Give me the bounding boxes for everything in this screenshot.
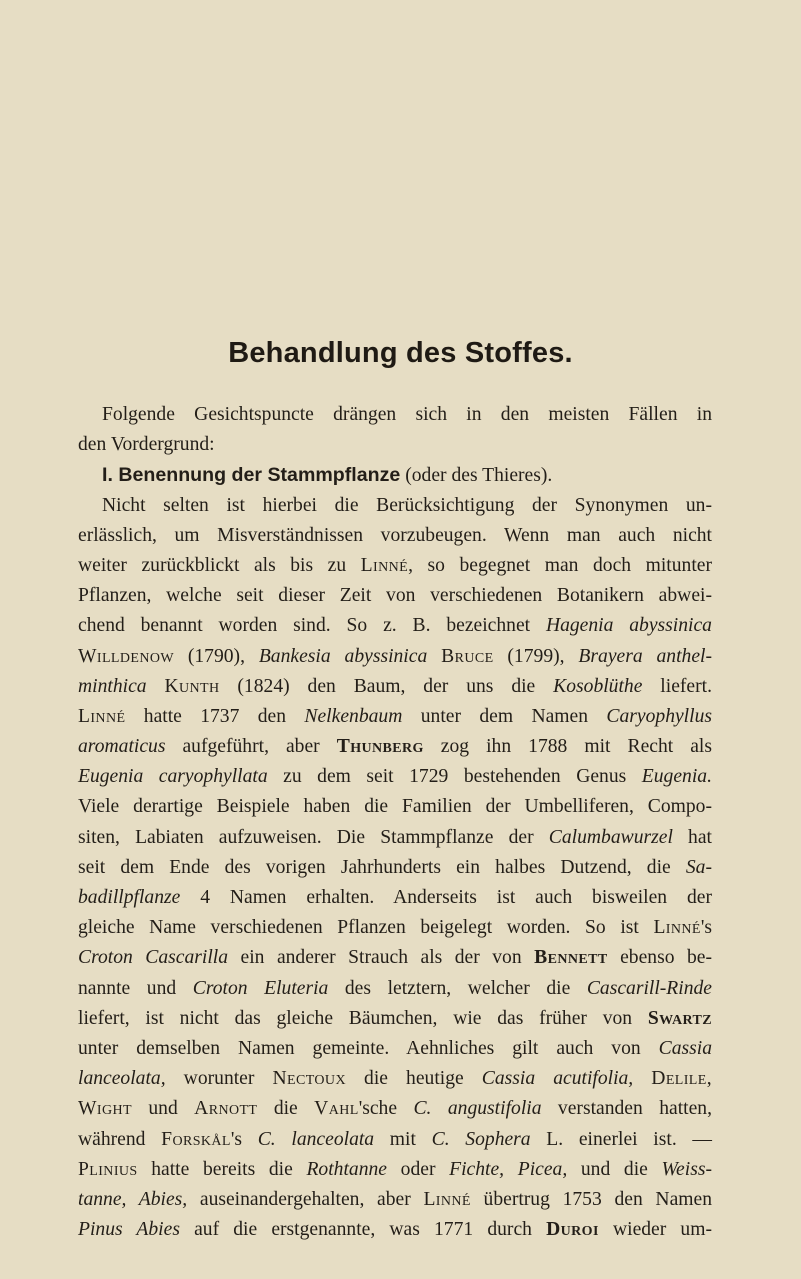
text-line (78, 1155, 712, 1185)
text-segment: wieder um- (598, 1219, 712, 1241)
text-segment: Cassia (658, 1037, 712, 1059)
text-segment: und (131, 1098, 195, 1120)
text-segment: Fichte, Picea, (449, 1158, 568, 1180)
text-segment: Wight (78, 1098, 132, 1120)
text-segment: die (257, 1098, 315, 1120)
text-segment: Vahl (314, 1098, 359, 1120)
text-segment: übertrug 1753 den Namen (470, 1188, 713, 1210)
text-segment: 's (700, 917, 712, 939)
text-segment: gleiche Name verschiedenen Pflanzen beigelegt worden. So ist (78, 917, 654, 939)
text-segment: Duroi (546, 1219, 599, 1241)
text-segment: worunter (165, 1068, 273, 1090)
text-segment: lanceolata, (78, 1068, 166, 1090)
text-line (78, 430, 712, 460)
text-line (78, 1094, 712, 1124)
text-segment (427, 646, 441, 667)
text-segment: Bruce (441, 645, 494, 667)
text-segment: (oder des Thieres). (400, 465, 553, 487)
text-segment: und die (567, 1158, 662, 1180)
text-segment: Linné (423, 1188, 471, 1210)
text-line (78, 1034, 712, 1064)
text-segment: 's (230, 1128, 258, 1150)
text-segment: Weiss- (661, 1158, 712, 1180)
text-segment: Sa- (685, 856, 712, 878)
text-segment: Swartz (647, 1007, 712, 1029)
text-segment: (1799), (493, 645, 579, 667)
text-line (78, 792, 712, 822)
text-segment: (1824) den Baum, der uns die (219, 675, 554, 697)
text-segment: Viele derartige Beispiele haben die Familien der Umbelliferen, Compo- (78, 796, 712, 818)
text-segment: C. Sophera (431, 1128, 531, 1150)
text-segment: aufgeführt, aber (165, 736, 337, 758)
text-segment: Pinus Abies (78, 1219, 180, 1241)
text-segment: Calumbawurzel (548, 826, 673, 848)
text-line (78, 974, 712, 1004)
text-line (78, 642, 712, 672)
text-segment: mit (374, 1128, 432, 1150)
text-segment: des letztern, welcher die (328, 977, 587, 999)
text-segment: Croton Cascarilla (78, 947, 229, 969)
text-line (78, 823, 712, 853)
text-segment: tanne, Abies, (78, 1188, 188, 1210)
text-segment: Plinius (78, 1158, 138, 1180)
subsection-heading (78, 460, 712, 490)
text-segment: Thunberg (336, 736, 424, 758)
text-segment: Cascarill-Rinde (586, 977, 712, 999)
text-segment (633, 1068, 651, 1089)
text-segment: Nectoux (272, 1068, 346, 1090)
text-segment: Willdenow (78, 645, 174, 667)
text-line (78, 611, 712, 641)
text-segment: unter demselben Namen gemeinte. Aehnliches gilt auch von (78, 1037, 659, 1059)
text-segment: Linné (78, 705, 126, 727)
text-segment: minthica (78, 675, 147, 697)
text-segment: weiter zurückblickt als bis zu (78, 554, 361, 576)
section-heading: Behandlung des Stoffes. (228, 337, 573, 369)
text-line (78, 853, 712, 883)
text-segment (147, 676, 165, 697)
text-segment: auseinandergehalten, aber (187, 1188, 424, 1210)
text-segment: Pflanzen, welche seit dieser Zeit von verschiedenen Botanikern abwei- (78, 585, 712, 607)
text-line (78, 883, 712, 913)
text-segment: Delile, (651, 1068, 713, 1090)
text-segment: Forskål (161, 1128, 231, 1150)
text-segment: Nicht selten ist hierbei die Berücksichtigung der Synonymen un- (102, 494, 712, 516)
text-segment: Rothtanne (306, 1158, 387, 1180)
text-segment: Linné (360, 554, 409, 576)
text-segment: den Vordergrund: (78, 434, 215, 456)
text-segment: Kunth (164, 675, 220, 697)
text-segment: Bankesia abyssinica (258, 645, 428, 667)
text-segment: Bennett (534, 947, 608, 969)
text-segment: Eugenia caryophyllata (78, 766, 268, 788)
text-segment: L. einerlei ist. — (530, 1128, 712, 1150)
text-segment: (1790), (173, 645, 259, 667)
text-segment: auf die erstgenannte, was 1771 durch (179, 1219, 547, 1241)
text-segment: zu dem seit 1729 bestehenden Genus (267, 766, 642, 788)
text-segment: während (78, 1128, 162, 1150)
text-segment: Arnott (194, 1098, 258, 1120)
text-segment: liefert. (642, 675, 712, 697)
body-text (78, 400, 712, 1245)
text-segment: Brayera anthel- (578, 645, 712, 667)
text-segment: Croton Eluteria (192, 977, 329, 999)
text-line (78, 672, 712, 702)
text-segment: Nelkenbaum (304, 705, 403, 727)
text-segment: verstanden hatten, (541, 1098, 712, 1120)
text-line (78, 943, 712, 973)
text-segment: I. Benennung der Stammpflanze (102, 464, 401, 487)
text-segment: Cassia acutifolia, (481, 1068, 634, 1090)
text-segment: 4 Namen erhalten. Anderseits ist auch bisweilen der (180, 887, 712, 908)
text-segment: C. lanceolata (257, 1128, 375, 1150)
text-segment: hatte 1737 den (125, 705, 305, 727)
text-segment: C. angustifolia (413, 1098, 542, 1120)
text-line (78, 732, 712, 762)
text-segment: hatte bereits die (137, 1158, 307, 1180)
text-line (78, 1215, 712, 1245)
text-line (78, 551, 712, 581)
text-segment: die heutige (345, 1068, 482, 1090)
text-segment: Kosoblüthe (553, 675, 643, 697)
text-line (78, 491, 712, 521)
text-segment: Eugenia. (641, 766, 712, 788)
text-line (78, 1064, 712, 1094)
text-line (78, 1125, 712, 1155)
text-segment: zog ihn 1788 mit Recht als (423, 736, 712, 758)
text-segment: Folgende Gesichtspuncte drängen sich in den meisten Fällen in (102, 404, 712, 425)
text-segment: badillpflanze (78, 887, 181, 908)
text-line (78, 400, 712, 430)
text-segment: Hagenia abyssinica (545, 615, 712, 637)
text-segment: chend benannt worden sind. So z. B. bezeichnet (78, 615, 546, 637)
text-line (78, 1185, 712, 1215)
text-segment: unter dem Namen (402, 705, 607, 727)
text-line (78, 521, 712, 551)
text-segment: aromaticus (78, 736, 166, 758)
text-segment: erlässlich, um Misverständnissen vorzubeugen. Wenn man auch nicht (78, 524, 712, 546)
text-segment: ein anderer Strauch als der von (228, 947, 535, 969)
text-segment: liefert, ist nicht das gleiche Bäumchen, wie das früher von (78, 1007, 648, 1029)
text-segment: Caryophyllus (606, 705, 712, 727)
text-line (78, 702, 712, 732)
text-line (78, 913, 712, 943)
text-segment: Linné (653, 917, 701, 939)
text-segment: seit dem Ende des vorigen Jahrhunderts ein halbes Dutzend, die (78, 856, 686, 878)
text-segment: siten, Labiaten aufzuweisen. Die Stammpflanze der (78, 826, 549, 848)
text-line (78, 762, 712, 792)
text-segment: 'sche (358, 1098, 414, 1120)
text-segment: , so begegnet man doch mitunter (408, 554, 712, 576)
text-segment: hat (672, 826, 712, 848)
text-line (78, 581, 712, 611)
text-segment: ebenso be- (607, 947, 712, 969)
text-segment: oder (387, 1158, 450, 1180)
text-line (78, 1004, 712, 1034)
text-segment: nannte und (78, 977, 193, 999)
